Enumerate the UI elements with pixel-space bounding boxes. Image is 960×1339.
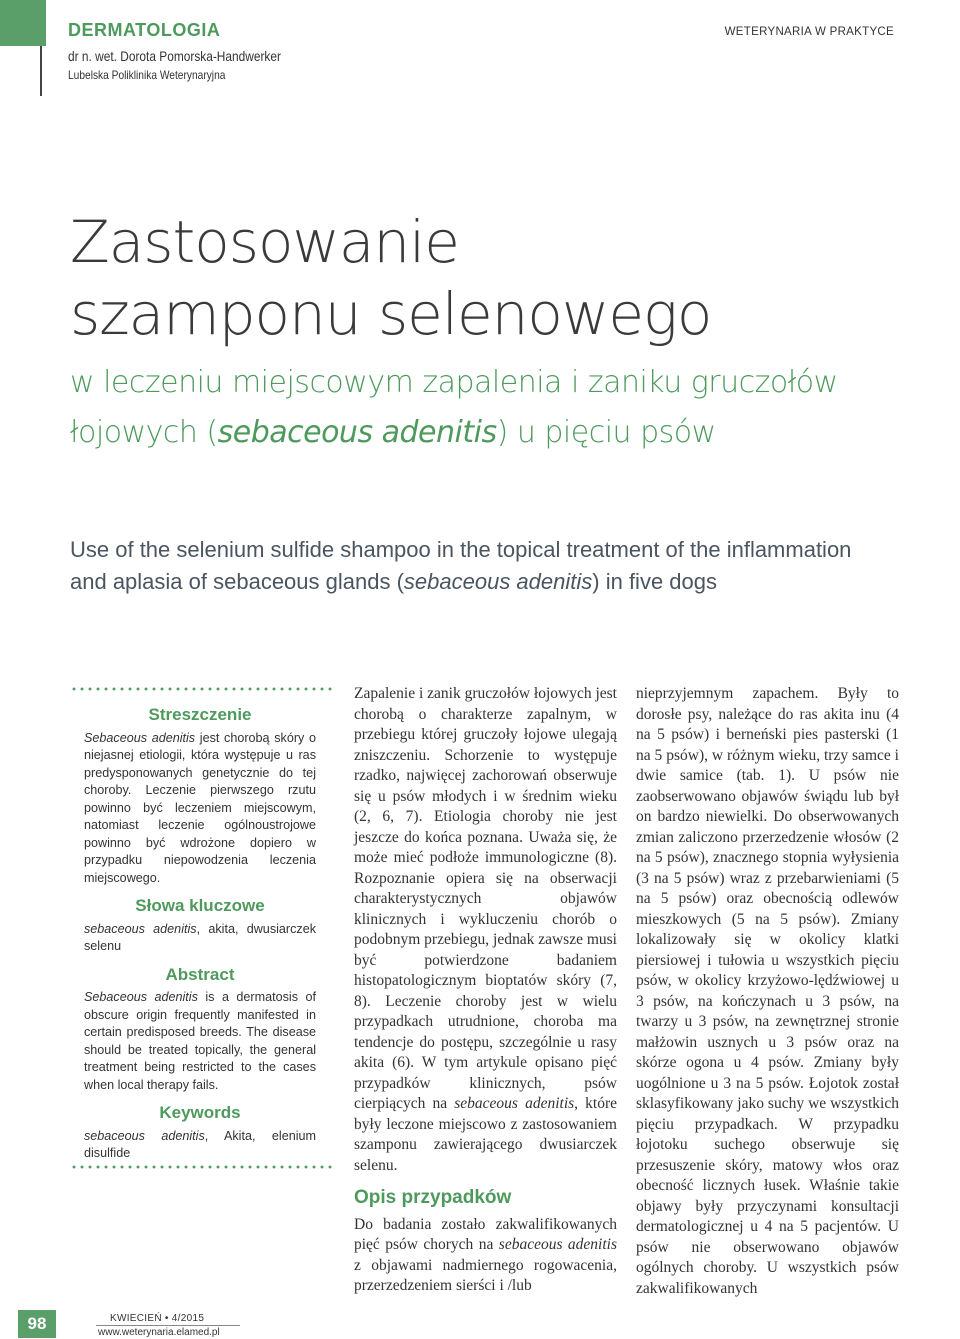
subtitle-italic-term: sebaceous adenitis — [217, 415, 497, 450]
italic-term: sebaceous adenitis — [454, 1095, 575, 1112]
section-color-bar — [0, 0, 46, 46]
english-title-text: ) in five dogs — [592, 569, 717, 594]
italic-term: sebaceous adenitis — [498, 1236, 617, 1253]
subtitle-text: ) u pięciu psów — [496, 415, 716, 450]
keywords-pl-text — [84, 921, 316, 956]
keywords-en-heading: Keywords — [159, 1103, 241, 1122]
author-name: dr n. wet. Dorota Pomorska-Handwerker — [68, 48, 281, 64]
article-title-line-2: szamponu selenowego — [70, 280, 712, 348]
article-title-line-1: Zastosowanie — [70, 208, 459, 276]
body-column-3 — [636, 684, 899, 1299]
english-title-line-2 — [70, 569, 717, 595]
italic-term: sebaceous adenitis — [84, 1128, 205, 1143]
paragraph-text: , które były leczone miejscowo z zastosowaniem szamponu zawierającego dwusiarczek selenu. — [354, 1095, 617, 1174]
paragraph-text: Zapalenie i zanik gruczołów łojowych jest chorobą o charakterze zapalnym, w przebiegu której gruczoły łojowe ulegają zniszczeniu. Schorzenie to występuje rzadko, najwięcej zachorowań obserwuje się u psów młodych i w średnim wieku (2, 6, 7). Etiologia choroby nie jest jeszcze do końca poznana. Uważa się, że może mieć podłoże immunologiczne (8). Rozpoznanie opiera się na obserwacji charakterystycznych objawów klinicznych i wykluczeniu chorób o podobnym przebiegu, jednak zawsze musi być potwierdzone badaniem histopatologicznym bioptatów skóry (7, 8). Leczenie choroby jest w wielu przypadkach utrudnione, choroba ma tendencje do postępu, szczególnie u rasy akita (6). W tym artykule opisano pięć przypadków klinicznych, psów cierpiących na — [354, 685, 617, 1112]
abstract-box-top-dotted-rule — [70, 687, 332, 691]
author-affiliation: Lubelska Poliklinika Weterynaryjna — [68, 68, 226, 82]
paragraph-text: , akita, dwusiarczek selenu — [84, 921, 317, 953]
paragraph-text: is a dermatosis of obscure origin frequently manifested in certain predisposed breeds. The disease should be treated topically, the general treatment being restricted to the cases when local therapy fails. — [84, 990, 316, 1092]
abstract-box — [84, 700, 316, 1163]
journal-name: WETERYNARIA W PRAKTYCE — [724, 26, 894, 38]
paragraph-text: jest chorobą skóry o niejasnej etiologii, która występuje u ras predysponowanych genetycznie do tej choroby. Leczenie pierwszego rzutu powinno być leczeniem miejscowym, natomiast leczenie ogólnoustrojowe powinno być wdrożone dopiero w przypadku niepowodzenia leczenia miejscowego. — [84, 730, 316, 885]
article-subtitle-line-1: w leczeniu miejscowym zapalenia i zaniku gruczołów — [70, 365, 838, 400]
abstract-heading: Abstract — [165, 964, 235, 984]
keywords-en-text — [84, 1128, 316, 1163]
paragraph-text: z objawami nadmiernego rogowacenia, przerzedzeniem sierści i /lub — [354, 1256, 617, 1294]
body-column-2 — [354, 684, 617, 1297]
page-number: 98 — [18, 1310, 56, 1338]
paragraph-text: Do badania zostało zakwalifikowanych pięć psów chorych na — [354, 1215, 617, 1253]
streszczenie-text — [84, 730, 316, 888]
issue-date: KWIECIEŃ • 4/2015 — [110, 1313, 205, 1324]
section-label: DERMATOLOGIA — [68, 20, 221, 40]
italic-term: Sebaceous adenitis — [84, 730, 196, 745]
english-title-text: and aplasia of sebaceous glands ( — [70, 569, 404, 594]
header-divider — [40, 46, 42, 96]
intro-paragraph — [354, 684, 617, 1176]
italic-term: sebaceous adenitis — [84, 921, 197, 936]
streszczenie-heading: Streszczenie — [148, 705, 252, 724]
english-title-italic-term: sebaceous adenitis — [403, 569, 593, 594]
article-subtitle-line-2 — [70, 415, 716, 450]
keywords-pl-heading: Słowa kluczowe — [135, 896, 265, 915]
cases-paragraph — [354, 1215, 617, 1297]
subtitle-text: łojowych ( — [70, 415, 218, 450]
journal-url: www.weterynaria.elamed.pl — [98, 1327, 220, 1338]
english-title-line-1: Use of the selenium sulfide shampoo in the topical treatment of the inflammation — [70, 537, 852, 562]
abstract-box-bottom-dotted-rule — [70, 1165, 332, 1169]
section-heading-case-description: Opis przypadków — [354, 1187, 512, 1208]
italic-term: Sebaceous adenitis — [84, 990, 198, 1004]
abstract-text — [84, 989, 316, 1094]
footer-divider — [96, 1325, 240, 1326]
cases-continued-paragraph: nieprzyjemnym zapachem. Były to dorosłe psy, należące do ras akita inu (4 na 5 psów) i berneński pies pasterski (1 na 5 psów), w różnym wieku, trzy samce i dwie samice (tab. 1). U psów nie zaobserwowano objawów świądu lub był on bardzo niewielki. Do obserwowanych zmian zaliczono przerzedzenie włosów (2 na 5 psów), znacznego stopnia wyłysienia (3 na 5 psów) wraz z przebarwieniami (5 na 5 psów) oraz obecnością odlewów mieszkowych (5 na 5 psów). Zmiany lokalizowały się w okolicy klatki piersiowej i tułowia u wszystkich pięciu psów, w okolicy krzyżowo-lędźwiowej u 3 psów, na kończynach u 3 psów, na twarzy u 3 psów, na zewnętrznej stronie małżowin usznych u 3 psów oraz na skórze ogona u 4 psów. Zmiany były uogólnione u 3 na 5 psów. Łojotok został sklasyfikowany jako suchy we wszystkich pięciu przypadkach. W przypadku łojotoku suchego obserwuje się przesuszenie skóry, matowy włos oraz obecność licznych łusek. Właśnie takie objawy były przyczynami konsultacji dermatologicznej u 4 na 5 pacjentów. U psów nie obserwowano objawów ogólnych choroby. U wszystkich psów zakwalifikowanych — [636, 685, 899, 1297]
paragraph-text: , Akita, elenium disulfide — [84, 1128, 316, 1160]
